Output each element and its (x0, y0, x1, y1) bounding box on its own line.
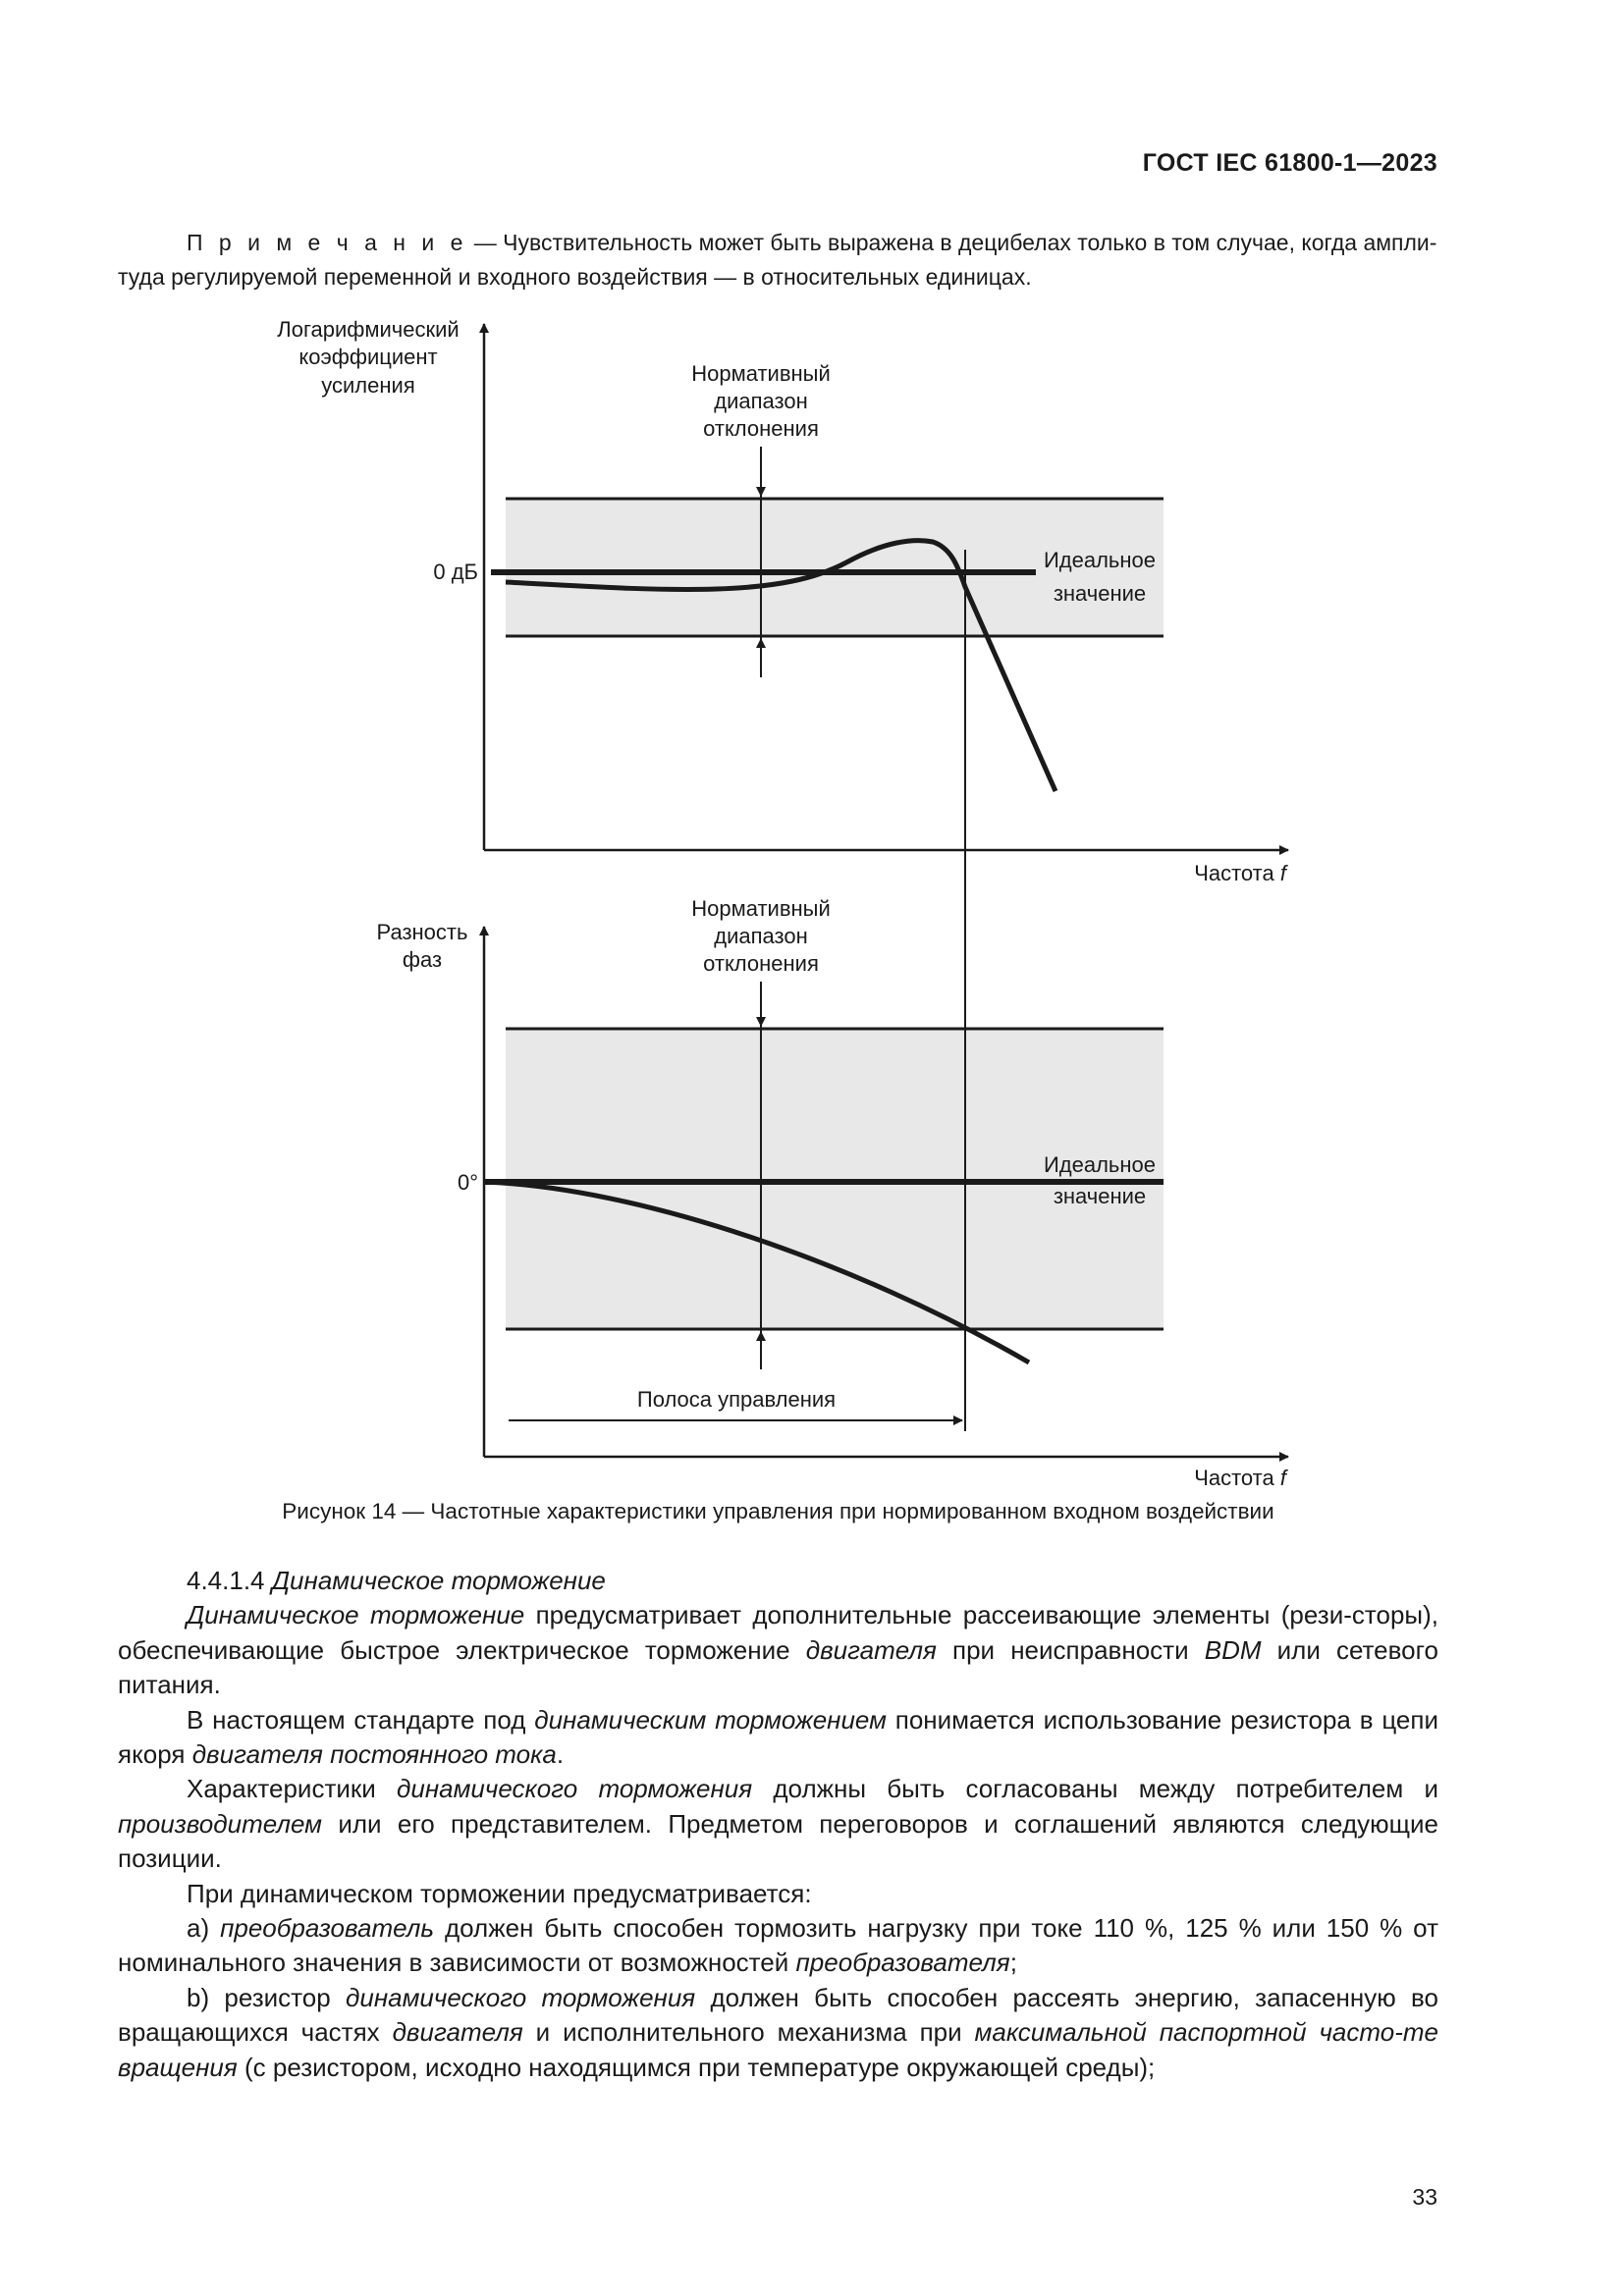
list-item-b (118, 1981, 1438, 2085)
bottom-x-axis-label (1194, 1466, 1289, 1490)
paragraph-3 (118, 1772, 1438, 1876)
term: Динамическое торможение (187, 1600, 525, 1630)
top-band-label-1: Нормативный (691, 361, 831, 386)
term: двигателя (392, 2017, 523, 2048)
bottom-zero-label: 0° (457, 1170, 478, 1195)
term: преобразователь (220, 1913, 435, 1944)
top-ideal-label-1: Идеальное (1043, 548, 1157, 572)
top-band-label-3: отклонения (703, 416, 819, 441)
top-x-axis-label (1194, 861, 1289, 885)
paragraph-4: При динамическом торможении предусматривается: (187, 1878, 812, 1908)
text: . (556, 1739, 565, 1770)
text: или его представителем. Предметом переговоров и соглашений являются следующие позиции. (118, 1808, 1438, 1874)
paragraph-1 (118, 1598, 1438, 1702)
top-zero-label: 0 дБ (433, 560, 478, 584)
term: динамическим торможением (534, 1704, 887, 1735)
bottom-x-axis-word: Частота (1194, 1466, 1274, 1490)
bottom-y-axis-label-1: Разность (376, 920, 468, 944)
bandwidth-label: Полоса управления (636, 1387, 837, 1412)
bottom-band-label-1: Нормативный (691, 896, 831, 921)
text: ; (1009, 1948, 1017, 1978)
text: при неисправности (936, 1634, 1205, 1665)
top-y-axis-label-1: Логарифмический (277, 317, 460, 342)
section-title: Динамическое торможение (271, 1566, 606, 1595)
bottom-band-label-3: отклонения (703, 951, 819, 976)
note-lead: П р и м е ч а н и е (187, 230, 468, 255)
bottom-band-label-2: диапазон (714, 924, 808, 948)
note-text: — Чувствительность может быть выражена в децибелах только в том случае, когда ампли-туда регулируемой переменной и входного воздействия — в относительных единицах. (118, 230, 1437, 290)
text: понимается использование резистора в цепи якоря (118, 1704, 1438, 1770)
term: максимальной паспортной часто-те вращения (118, 2017, 1438, 2082)
term: двигателя постоянного тока (191, 1739, 557, 1770)
term: динамического торможения (397, 1774, 753, 1804)
top-y-axis-label-2: коэффициент (298, 345, 438, 369)
term: BDM (1204, 1634, 1262, 1665)
term: двигателя (805, 1634, 937, 1665)
document-header: ГОСТ IEC 61800-1—2023 (1142, 149, 1437, 177)
term: динамического торможения (345, 1982, 696, 2012)
top-band-label-2: диапазон (714, 389, 808, 413)
paragraph-2 (118, 1703, 1438, 1773)
term: производителем (118, 1808, 322, 1839)
text: предусматривает дополнительные рассеивающие элементы (рези-сторы), обеспечивающие быстрое электрическое торможение (118, 1600, 1438, 1665)
figure-caption: Рисунок 14 — Частотные характеристики управления при нормированном входном воздействии (282, 1499, 1274, 1523)
bottom-x-axis-symbol: f (1279, 1466, 1286, 1490)
top-x-axis-symbol: f (1279, 861, 1286, 885)
text: a) (187, 1913, 221, 1944)
text: b) резистор (187, 1982, 346, 2012)
section-heading (118, 1564, 1438, 1598)
bottom-ideal-label-1: Идеальное (1043, 1152, 1157, 1177)
list-item-a (118, 1911, 1438, 1981)
bottom-y-axis-label-2: фаз (402, 947, 443, 972)
text: В настоящем стандарте под (187, 1704, 535, 1735)
text: должен быть способен рассеять энергию, запасенную во вращающихся частях (118, 1982, 1439, 2048)
top-x-axis-word: Частота (1194, 861, 1274, 885)
bottom-ideal-label-2: значение (1053, 1184, 1147, 1208)
text: должен быть способен тормозить нагрузку при токе 110 %, 125 % или 150 % от номинального значения в зависимости от возможностей (118, 1913, 1438, 1978)
text: (с резистором, исходно находящимся при температуре окружающей среды); (237, 2052, 1156, 2082)
top-ideal-label-2: значение (1053, 581, 1147, 606)
text: или сетевого питания. (118, 1634, 1438, 1700)
section-number: 4.4.1.4 (187, 1566, 265, 1595)
term: преобразователя (795, 1948, 1010, 1978)
page-number: 33 (1412, 2184, 1437, 2210)
text: и исполнительного механизма при (522, 2017, 975, 2048)
text: должны быть согласованы между потребителем и (752, 1774, 1438, 1804)
top-y-axis-label-3: усиления (321, 373, 415, 398)
section-body (118, 1564, 1438, 2085)
text: Характеристики (187, 1774, 397, 1804)
